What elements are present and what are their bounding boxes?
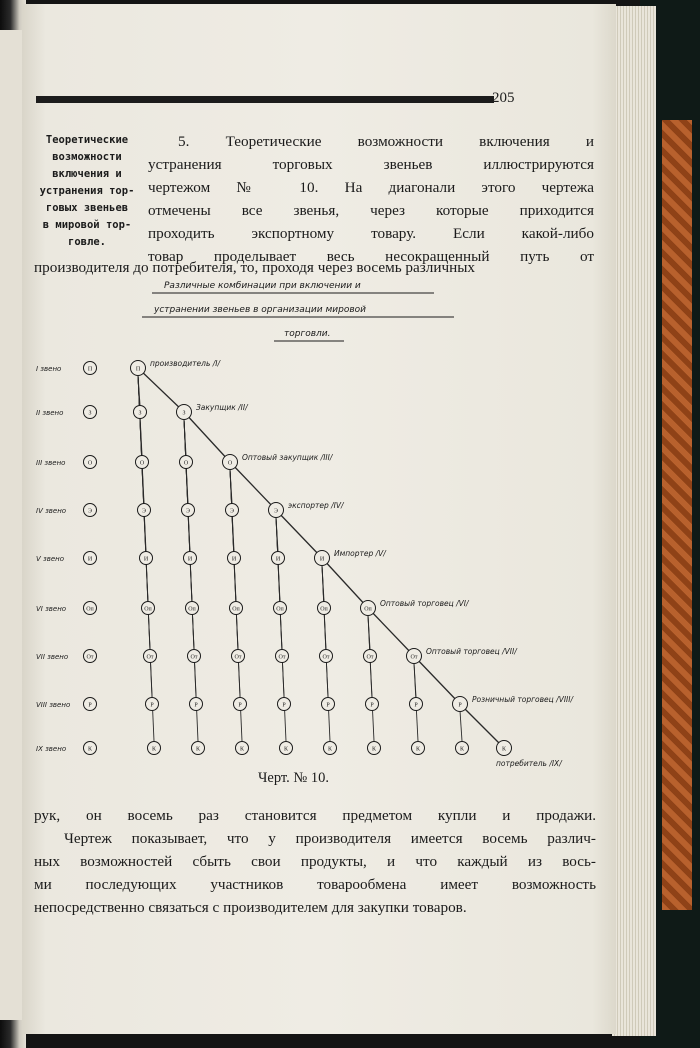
diagram-circle-letter: От [86,654,94,661]
diagram-circle-letter: З [138,410,142,417]
diagram-circle-letter: Э [230,508,234,515]
diagram-circle-letter: Р [194,702,198,709]
diagram-circle-letter: Оп [364,606,372,613]
sidenote-line: устранения тор- [39,185,135,197]
page-number: 205 [492,90,515,106]
paragraph-1 [148,130,594,268]
diagram-circle-letter: Р [414,702,418,709]
paragraph-1-last-line: производителя до потребителя, то, проходя через восемь различных [34,259,476,276]
page-stack-edges [612,6,656,1036]
diagram-circle-letter: И [143,556,149,563]
diagram-circle-letter: И [187,556,193,563]
diagram-node-label: производитель /I/ [150,359,221,368]
diagram-circle-letter: От [322,654,330,661]
book-page [22,4,616,1034]
diagram-circle-letter: И [231,556,237,563]
diagram-circle-letter: К [283,746,289,753]
diagram-node-label: Импортер /V/ [334,549,386,558]
diagram-title-line: устранении звеньев в организации мировой [154,305,366,315]
sidenote-line: включения и [52,168,122,180]
text-line: 5. Теоретические возможности включения и [178,133,594,150]
cover-pattern-strip [662,120,692,910]
diagram-node-label: экспортер /IV/ [288,501,344,510]
diagram-circle-letter: Э [186,508,190,515]
diagram-row-label: IV звено [36,507,67,515]
diagram-circle-letter: К [87,746,93,753]
diagram-circle-letter: О [87,460,93,467]
margin-sidenote [34,132,140,251]
diagram-row-label: II звено [36,409,64,417]
sidenote-line: Теоретические [45,134,129,146]
header-rule [36,96,494,103]
trade-links-diagram [34,274,604,774]
diagram-node-label: Оптовый торговец /VI/ [380,599,469,608]
diagram-circle-letter: К [371,746,377,753]
diagram-circle-letter: Р [370,702,374,709]
diagram-circle-letter: К [195,746,201,753]
diagram-circle-letter: Э [142,508,146,515]
text-line: чертежом № 10. На диагонали этого чертежа [148,179,594,196]
diagram-circle-letter: И [319,556,325,563]
text-line: отмечены все звенья, через которые приходится [148,202,594,219]
diagram-node-label: Закупщик /II/ [196,403,248,412]
diagram-circle-letter: Р [88,702,92,709]
diagram-node-label: потребитель /IX/ [496,759,562,768]
diagram-circle-letter: О [227,460,233,467]
diagram-circle-letter: З [182,410,186,417]
diagram-circle-letter: З [88,410,92,417]
diagram-circle-letter: Оп [232,606,240,613]
text-line: непосредственно связаться с производителем для закупки товаров. [34,899,467,916]
diagram-circle-letter: И [87,556,93,563]
sidenote-line: говых звеньев [45,202,129,214]
diagram-circle-letter: Р [458,702,462,709]
diagram-circle-letter: От [366,654,374,661]
diagram-node-label: Оптовый торговец /VII/ [426,647,517,656]
diagram-row-label: IX звено [36,745,67,753]
figure-caption: Черт. № 10. [258,770,329,786]
text-line: товар проделывает весь несокращенный путь от [148,248,594,265]
diagram-circle-letter: К [327,746,333,753]
diagram-circle-letter: Оп [320,606,328,613]
diagram-circle-letter: П [87,366,93,373]
facing-page-edge [0,30,24,1020]
diagram-circle-letter: Э [88,508,92,515]
diagram-circle-letter: Р [238,702,242,709]
diagram-circle-letter: К [501,746,507,753]
text-line: ми последующих участников товарообмена имеет возможность [34,876,596,893]
text-line: ных возможностей сбыть свои продукты, и что каждый из вось- [34,853,596,870]
diagram-row-label: VII звено [36,653,69,661]
diagram-circle-letter: Р [150,702,154,709]
diagram-row-label: VI звено [36,605,67,613]
text-line: устранения торговых звеньев иллюстрируются [148,156,594,173]
diagram-row-label: VIII звено [36,701,71,709]
diagram-row-label: V звено [36,555,65,563]
paragraph-2 [34,804,596,919]
diagram-circle-letter: К [151,746,157,753]
diagram-row-label: I звено [36,365,62,373]
diagram-title-line: Различные комбинации при включении и [164,281,361,291]
diagram-circle-letter: К [415,746,421,753]
sidenote-line: в мировой тор- [42,219,132,231]
text-line: Чертеж показывает, что у производителя имеется восемь различ- [64,830,596,847]
text-line: рук, он восемь раз становится предметом купли и продажи. [34,807,596,824]
diagram-title-line: торговли. [284,329,331,339]
diagram-circle-letter: От [190,654,198,661]
sidenote-line: возможности [52,151,122,163]
diagram-circle-letter: К [239,746,245,753]
diagram-node-label: Оптовый закупщик /III/ [242,453,333,462]
diagram-circle-letter: П [135,366,141,373]
diagram-circle-letter: О [183,460,189,467]
diagram-circle-letter: Оп [188,606,196,613]
diagram-circle-letter: Р [282,702,286,709]
diagram-circle-letter: Оп [276,606,284,613]
diagram-circle-letter: Э [274,508,278,515]
diagram-node-label: Розничный торговец /VIII/ [472,695,573,704]
diagram-circle-letter: Р [326,702,330,709]
diagram-circle-letter: О [139,460,145,467]
diagram-circle-letter: К [459,746,465,753]
diagram-circle-letter: Оп [86,606,94,613]
diagram-circle-letter: От [410,654,418,661]
sidenote-line: говле. [68,236,106,248]
diagram-circle-letter: Оп [144,606,152,613]
diagram-circle-letter: От [234,654,242,661]
text-line: проходить экспортному товару. Если какой-либо [148,225,594,242]
diagram-circle-letter: От [278,654,286,661]
diagram-row-label: III звено [36,459,66,467]
diagram-circle-letter: От [146,654,154,661]
diagram-circle-letter: И [275,556,281,563]
